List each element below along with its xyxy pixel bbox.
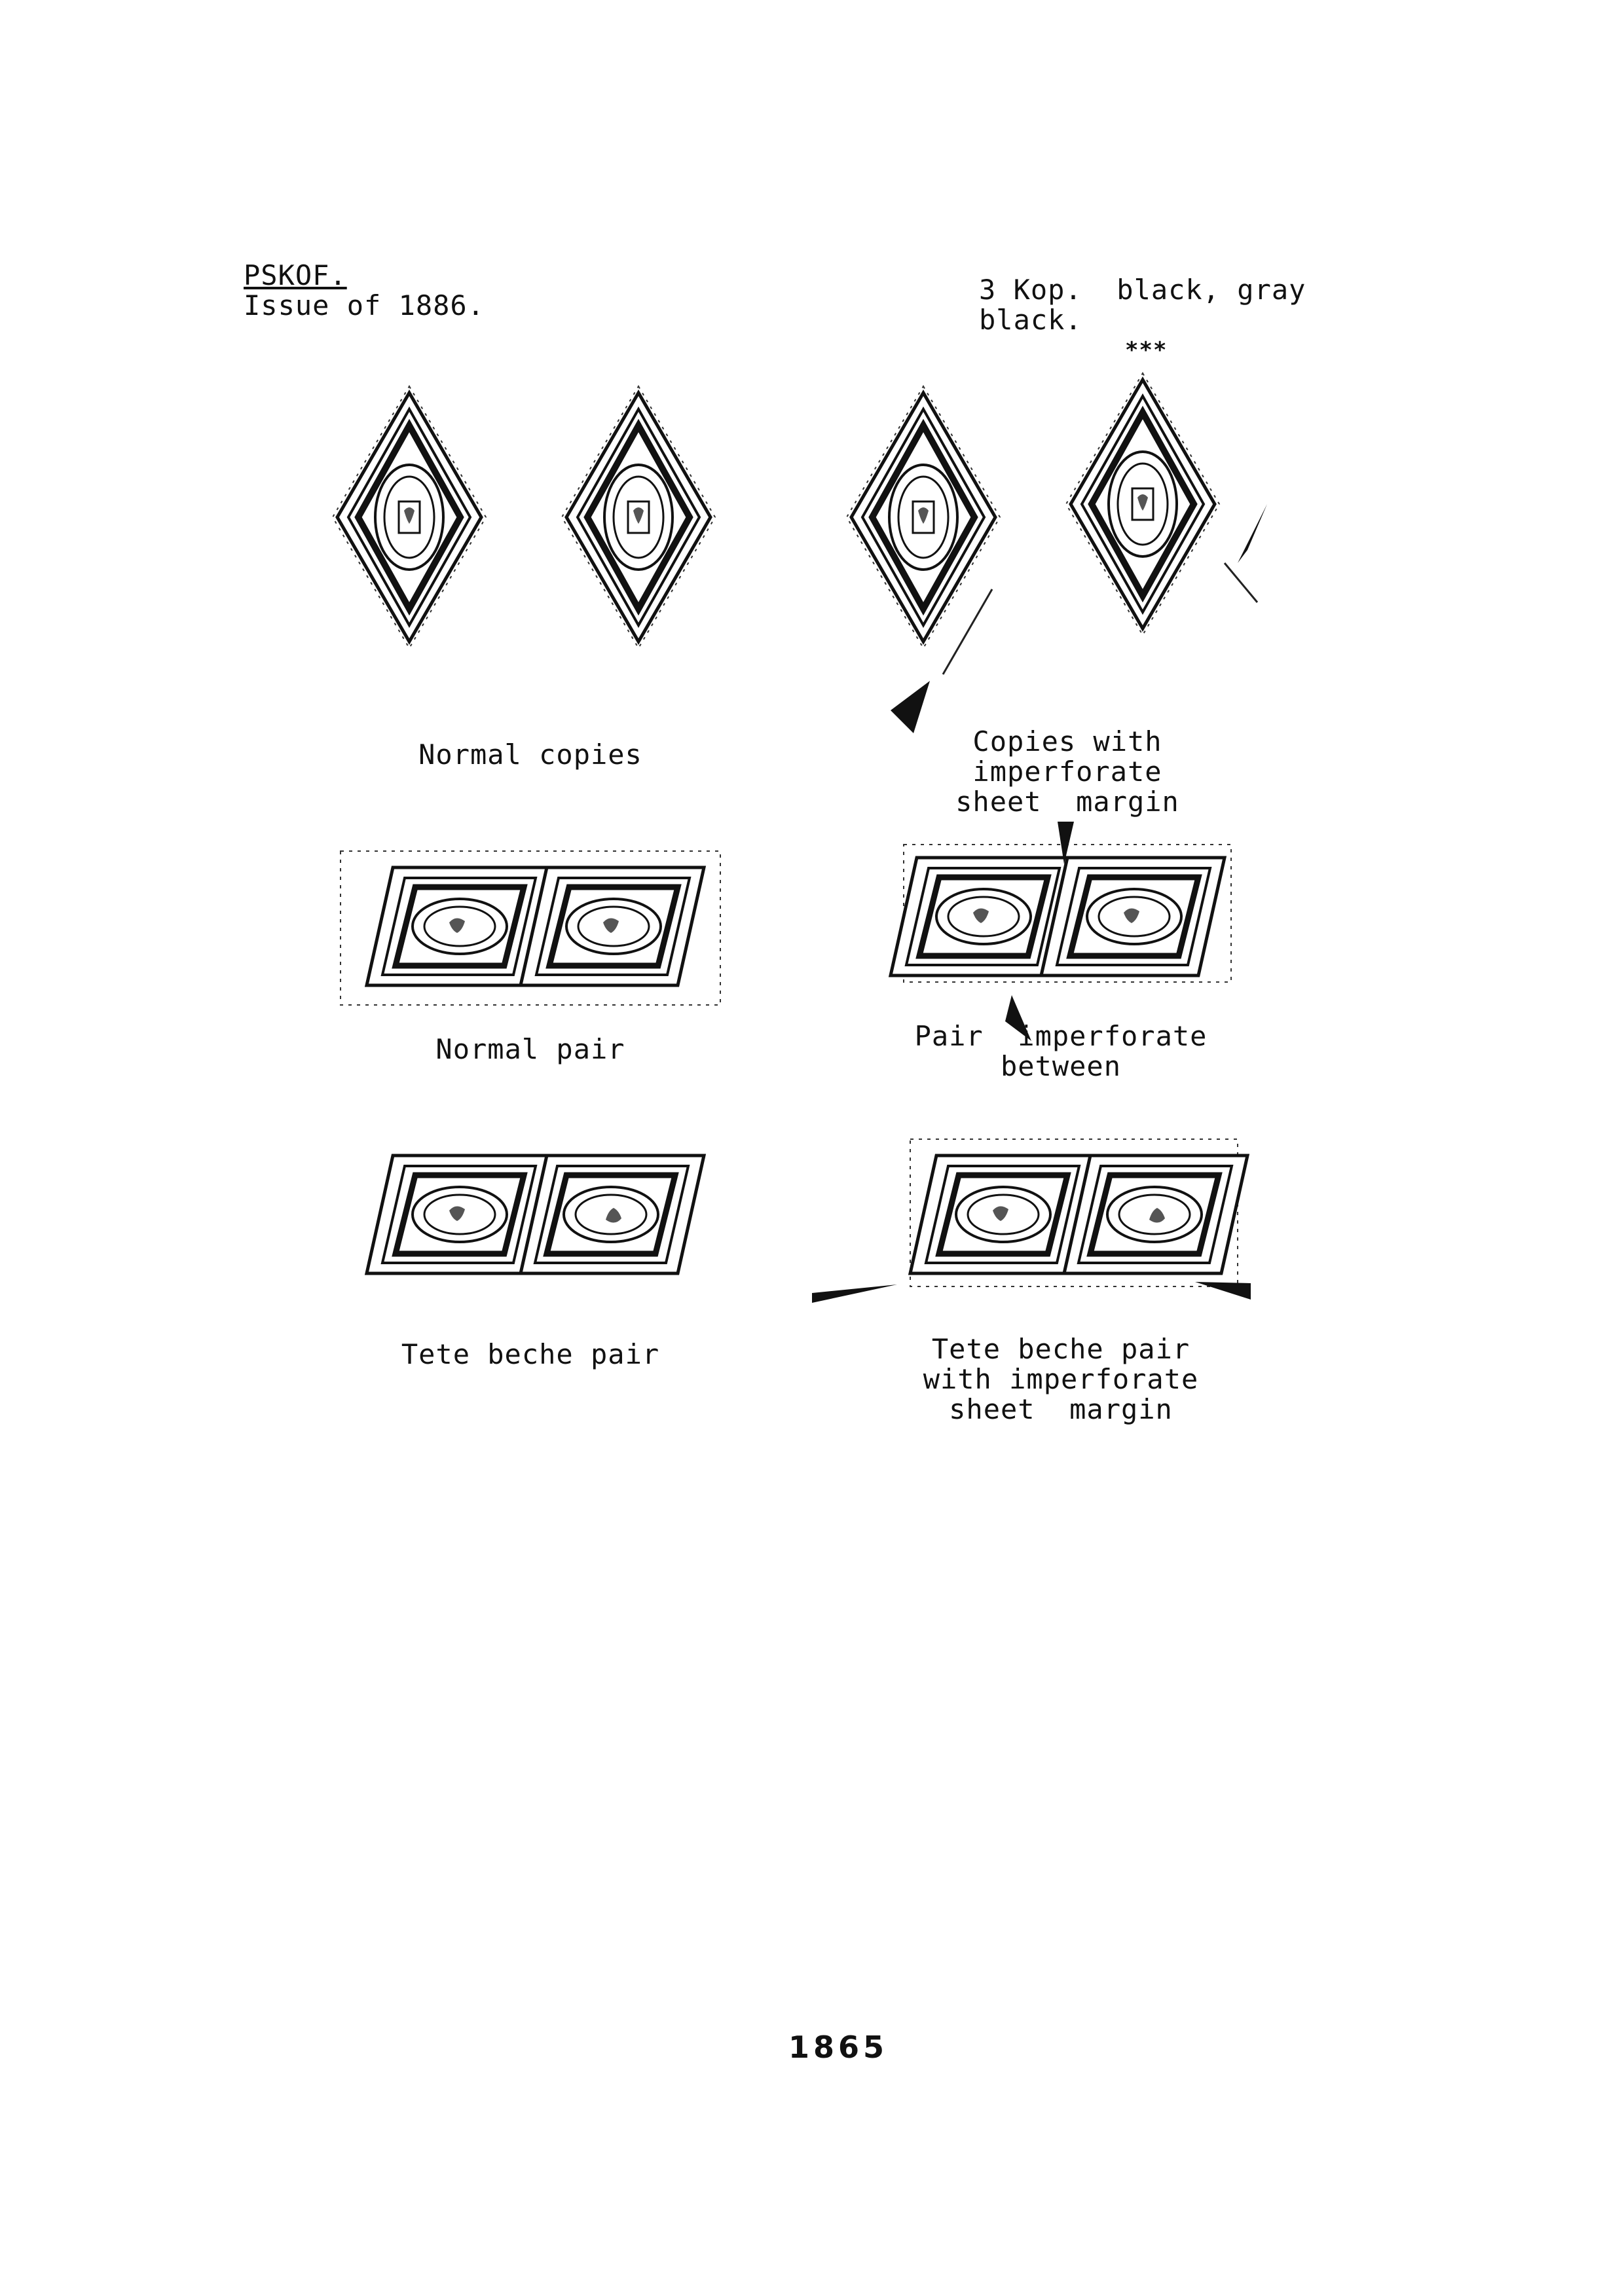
tete-imperf-stamp-2 [1064,1156,1247,1273]
tete-beche-stamp-1 [367,1156,550,1273]
caption-imperf-margin-3: sheet margin [955,786,1179,818]
imperf-margin-stamp-1 [847,386,1000,648]
caption-imperf-margin-1: Copies with [972,725,1162,757]
denomination-line-2: black. [979,304,1082,336]
caption-tete-imperf-1: Tete beche pair [931,1333,1190,1365]
caption-pair-imperf-1: Pair imperforate [914,1020,1208,1052]
region-title: PSKOF. [244,259,347,291]
normal-copy-stamp-1 [333,386,486,648]
pointer-arrow-icon [1238,504,1267,563]
caption-normal-pair: Normal pair [435,1033,625,1065]
imperf-between-stamp-2 [1041,858,1225,975]
pointer-arrow-icon [1195,1282,1251,1300]
caption-tete-imperf-2: with imperforate [923,1363,1199,1395]
caption-imperf-margin-2: imperforate [972,756,1162,788]
caption-pair-imperf-2: between [1000,1050,1121,1082]
imperf-margin-stamp-2 [1066,373,1219,635]
normal-pair-stamp-2 [521,867,704,985]
page-number: 1865 [788,2030,889,2065]
pointer-arrow-icon [891,681,930,733]
caption-tete-imperf-3: sheet margin [949,1393,1173,1425]
issue-line: Issue of 1886. [244,289,485,321]
normal-copy-stamp-2 [562,386,715,648]
caption-tete-beche: Tete beche pair [401,1338,660,1370]
normal-pair-stamp-1 [367,867,550,985]
denomination-line-1: 3 Kop. black, gray [979,274,1306,306]
caption-normal-copies: Normal copies [418,738,642,771]
pointer-arrow-icon [812,1285,897,1303]
tete-beche-stamp-2 [521,1156,704,1273]
tete-imperf-stamp-1 [910,1156,1094,1273]
rarity-stars: *** [1125,337,1168,363]
